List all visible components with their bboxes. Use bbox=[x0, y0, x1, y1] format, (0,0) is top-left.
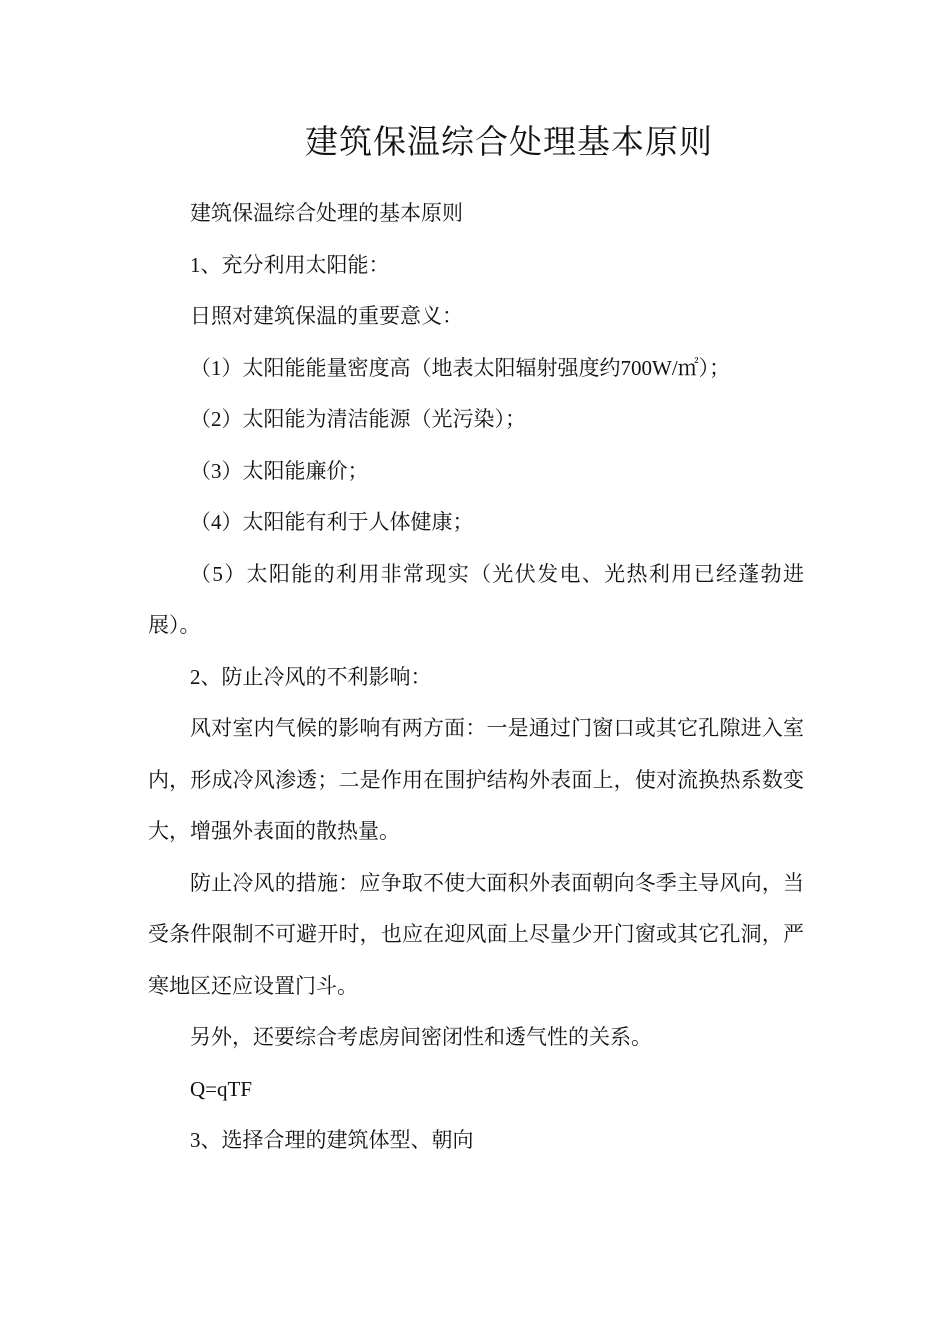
paragraph-heading-solar: 1、充分利用太阳能： bbox=[190, 252, 390, 277]
document-title: 建筑保温综合处理基本原则 bbox=[305, 125, 713, 161]
paragraph-solar-point-1: （1）太阳能能量密度高（地表太阳辐射强度约700W/㎡）； bbox=[190, 355, 731, 380]
paragraph-airtightness: 另外，还要综合考虑房间密闭性和透气性的关系。 bbox=[190, 1025, 652, 1049]
paragraph-wind-effects: 风对室内气候的影响有两方面：一是通过门窗口或其它孔隙进入室内，形成冷风渗透；二是作用在围护结构外表面上，使对流换热系数变大，增强外表面的散热量。 bbox=[148, 716, 804, 843]
paragraph-wind-measures: 防止冷风的措施：应争取不使大面积外表面朝向冬季主导风向，当受条件限制不可避开时，也应在迎风面上尽量少开门窗或其它孔洞，严寒地区还应设置门斗。 bbox=[148, 870, 804, 998]
paragraph-solar-point-2: （2）太阳能为清洁能源（光污染）； bbox=[190, 407, 526, 431]
paragraph-intro: 建筑保温综合处理的基本原则 bbox=[190, 201, 463, 225]
paragraph-heading-shape: 3、选择合理的建筑体型、朝向 bbox=[190, 1128, 474, 1152]
paragraph-solar-point-5: （5）太阳能的利用非常现实（光伏发电、光热利用已经蓬勃进展）。 bbox=[148, 561, 804, 637]
document-body bbox=[148, 188, 804, 1167]
paragraph-sunlight-importance: 日照对建筑保温的重要意义： bbox=[190, 304, 463, 328]
paragraph-solar-point-3: （3）太阳能廉价； bbox=[190, 458, 369, 483]
paragraph-formula: Q=qTF bbox=[190, 1076, 253, 1101]
paragraph-solar-point-4: （4）太阳能有利于人体健康； bbox=[190, 510, 474, 534]
paragraph-heading-wind: 2、防止冷风的不利影响： bbox=[190, 664, 432, 689]
